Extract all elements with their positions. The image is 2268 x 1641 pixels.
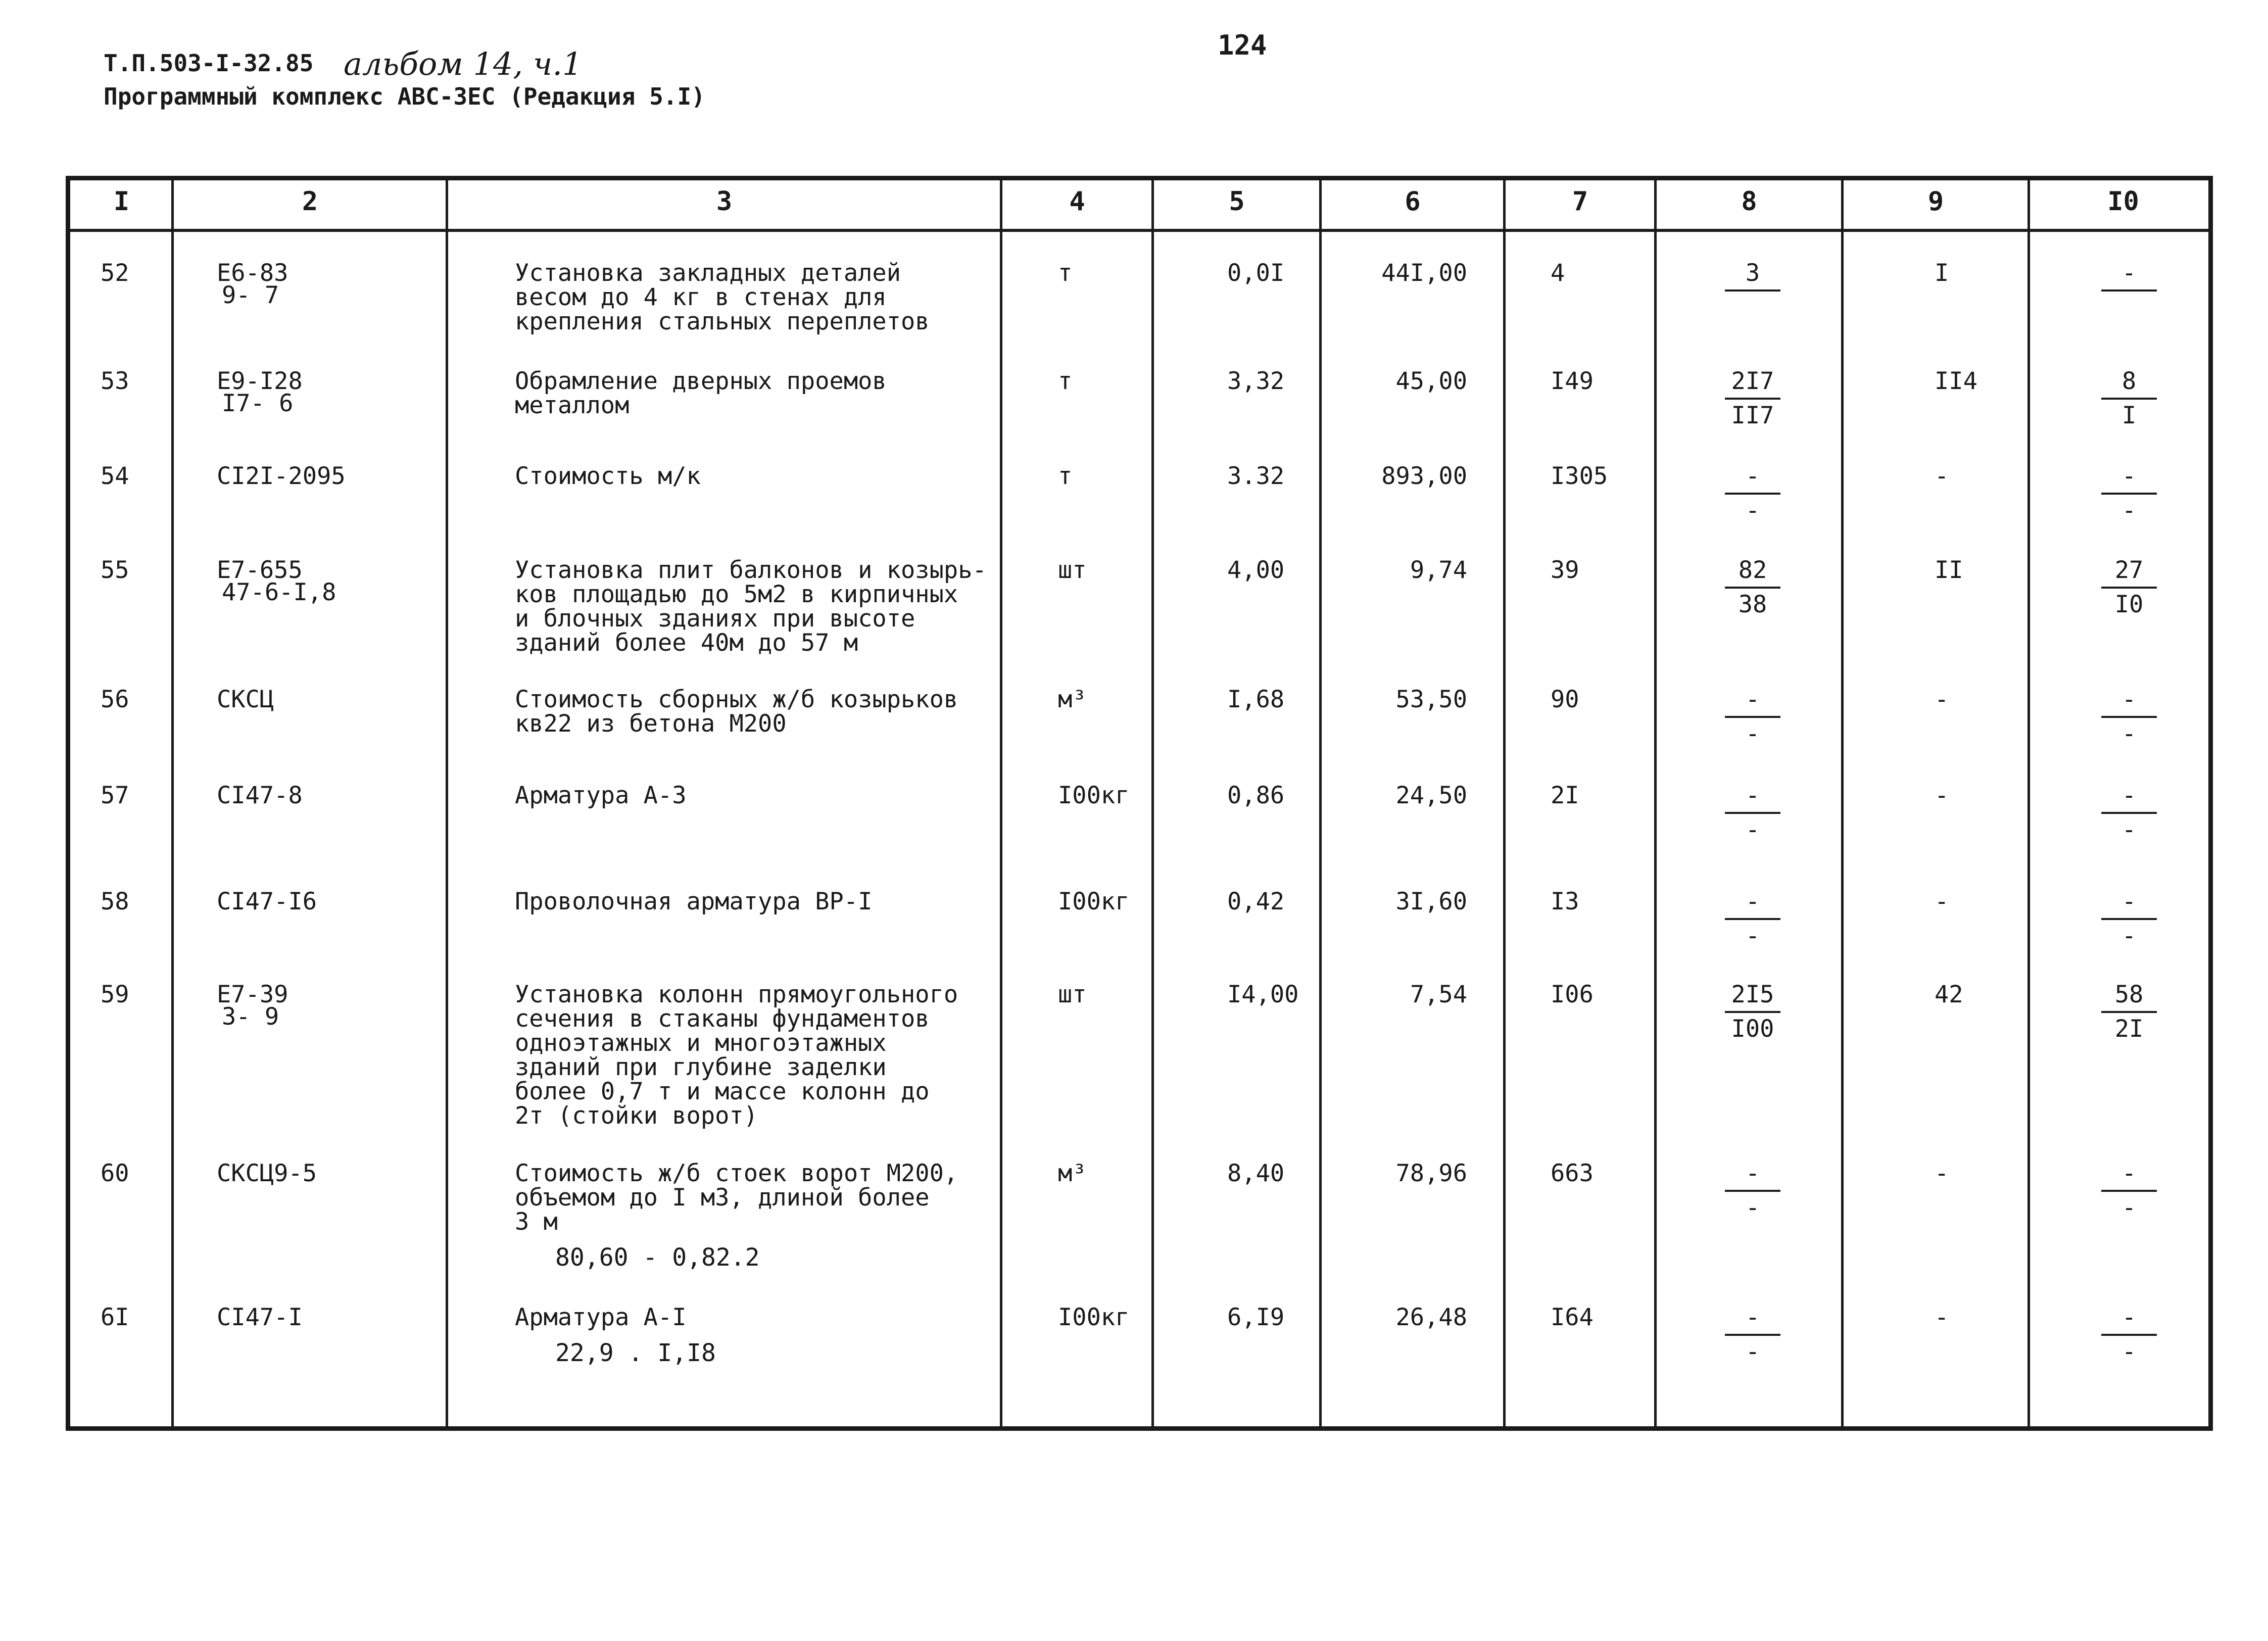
- unit: м³: [1058, 686, 1087, 713]
- unit: I00кг: [1058, 782, 1130, 809]
- column-10-fraction: [2101, 784, 2157, 842]
- column-header: I: [113, 186, 130, 217]
- column-header: 7: [1572, 186, 1588, 217]
- total-cost: I49: [1551, 367, 1594, 395]
- column-10-fraction: [2101, 890, 2157, 948]
- norm-code: Е9-I28: [217, 367, 303, 395]
- quantity: 8,40: [1227, 1160, 1285, 1187]
- work-description: Стоимость ж/б стоек ворот М200, объемом до I м3, длиной более 3 м: [515, 1160, 958, 1236]
- norm-code-sub: 47-6-I,8: [222, 578, 336, 606]
- column-8-fraction: [1725, 464, 1780, 523]
- column-8-fraction-numerator: -: [1725, 784, 1780, 814]
- quantity: 0,0I: [1227, 259, 1285, 287]
- column-header: 5: [1229, 186, 1245, 217]
- column-10-fraction-numerator: -: [2101, 261, 2157, 292]
- unit: т: [1058, 462, 1073, 490]
- quantity: I,68: [1227, 686, 1285, 713]
- row-number: 57: [101, 782, 129, 809]
- work-description: Стоимость сборных ж/б козырьков кв22 из бетона М200: [515, 686, 958, 738]
- header-divider: [70, 229, 2208, 232]
- column-10-fraction-numerator: -: [2101, 1162, 2157, 1192]
- unit-price: 24,50: [1395, 782, 1467, 809]
- document-code: Т.П.503-I-32.85: [104, 50, 314, 77]
- column-10-fraction-numerator: 27: [2101, 558, 2157, 589]
- row-number: 59: [101, 981, 129, 1008]
- column-header: 2: [302, 186, 318, 217]
- column-10-fraction-denominator: -: [2121, 922, 2137, 950]
- column-8-fraction: [1725, 890, 1780, 948]
- unit: I00кг: [1058, 1304, 1130, 1331]
- page-number: 124: [1218, 29, 1267, 61]
- work-description: Арматура А-I: [515, 1304, 687, 1331]
- column-10-fraction-numerator: -: [2101, 464, 2157, 495]
- total-cost: I06: [1551, 981, 1594, 1008]
- unit: т: [1058, 367, 1073, 395]
- work-description: Арматура А-3: [515, 782, 687, 809]
- unit-price: 3I,60: [1395, 888, 1467, 915]
- unit-price: 53,50: [1395, 686, 1467, 713]
- column-10-fraction-denominator: -: [2121, 1194, 2137, 1222]
- handwritten-album-note: альбом 14, ч.1: [344, 45, 583, 82]
- column-10-fraction-denominator: -: [2121, 1338, 2137, 1366]
- column-10-fraction: [2101, 1306, 2157, 1364]
- quantity: I4,00: [1227, 981, 1299, 1008]
- row-number: 53: [101, 367, 129, 395]
- quantity: 0,86: [1227, 782, 1285, 809]
- column-8-fraction: [1725, 688, 1780, 746]
- unit: м³: [1058, 1160, 1087, 1187]
- total-cost: 4: [1551, 259, 1565, 287]
- column-10-fraction-denominator: [2101, 292, 2157, 320]
- column-divider: [1319, 180, 1322, 1426]
- column-9-value: -: [1935, 888, 1949, 915]
- column-9-value: -: [1935, 686, 1949, 713]
- quantity: 3,32: [1227, 367, 1285, 395]
- column-9-value: I: [1935, 259, 1949, 287]
- column-10-fraction: [2101, 261, 2157, 320]
- work-description: Установка колонн прямоугольного сечения в стаканы фундаментов одноэтажных и многоэтажных зданий при глубине заделки более 0,7 т и массе колонн до 2т (стойки ворот): [515, 981, 958, 1130]
- column-8-fraction: [1725, 1306, 1780, 1364]
- column-10-fraction-denominator: -: [2121, 720, 2137, 748]
- column-8-fraction-numerator: -: [1725, 1306, 1780, 1336]
- column-9-value: II4: [1935, 367, 1977, 395]
- column-8-fraction-numerator: -: [1725, 464, 1780, 495]
- norm-code: СКСЦ: [217, 686, 274, 713]
- row-number: 58: [101, 888, 129, 915]
- norm-code-sub: 9- 7: [222, 281, 279, 309]
- column-divider: [1654, 180, 1657, 1426]
- column-10-fraction: [2101, 369, 2157, 428]
- calculation-note: 80,60 - 0,82.2: [555, 1243, 760, 1272]
- unit: т: [1058, 259, 1073, 287]
- column-divider: [1151, 180, 1154, 1426]
- quantity: 4,00: [1227, 556, 1285, 584]
- column-8-fraction: [1725, 983, 1780, 1041]
- column-8-fraction: [1725, 784, 1780, 842]
- norm-code: Е7-39: [217, 981, 288, 1008]
- estimate-table: [66, 176, 2213, 1431]
- norm-code: СI2I-2095: [217, 462, 346, 490]
- column-8-fraction-numerator: -: [1725, 1162, 1780, 1192]
- work-description: Обрамление дверных проемов металлом: [515, 367, 887, 419]
- total-cost: 2I: [1551, 782, 1579, 809]
- column-9-value: -: [1935, 1160, 1949, 1187]
- unit-price: 893,00: [1381, 462, 1467, 490]
- norm-code: СКСЦ9-5: [217, 1160, 317, 1187]
- column-header: 4: [1069, 186, 1085, 217]
- row-number: 6I: [101, 1304, 129, 1331]
- unit: шт: [1058, 981, 1087, 1008]
- column-10-fraction: [2101, 688, 2157, 746]
- row-number: 55: [101, 556, 129, 584]
- column-8-fraction-numerator: 2I5: [1725, 983, 1780, 1013]
- column-header: 3: [716, 186, 733, 217]
- column-8-fraction-denominator: -: [1745, 1194, 1760, 1222]
- column-10-fraction-denominator: I0: [2114, 591, 2144, 618]
- quantity: 0,42: [1227, 888, 1285, 915]
- column-10-fraction-denominator: I: [2121, 402, 2137, 429]
- unit: шт: [1058, 556, 1087, 584]
- column-10-fraction-numerator: 8: [2101, 369, 2157, 400]
- work-description: Установка плит балконов и козырь- ков площадью до 5м2 в кирпичных и блочных зданиях при высоте зданий более 40м до 57 м: [515, 556, 987, 657]
- column-8-fraction: [1725, 558, 1780, 617]
- column-divider: [1841, 180, 1844, 1426]
- column-8-fraction: [1725, 1162, 1780, 1220]
- column-8-fraction-numerator: -: [1725, 890, 1780, 920]
- unit-price: 7,54: [1410, 981, 1467, 1008]
- row-number: 60: [101, 1160, 129, 1187]
- column-8-fraction-denominator: -: [1745, 497, 1760, 524]
- column-8-fraction-numerator: -: [1725, 688, 1780, 718]
- column-10-fraction-numerator: -: [2101, 890, 2157, 920]
- unit-price: 9,74: [1410, 556, 1467, 584]
- column-8-fraction-denominator: II7: [1731, 402, 1774, 429]
- column-divider: [446, 180, 448, 1426]
- column-9-value: -: [1935, 1304, 1949, 1331]
- column-10-fraction-numerator: 58: [2101, 983, 2157, 1013]
- column-10-fraction-numerator: -: [2101, 688, 2157, 718]
- column-10-fraction: [2101, 558, 2157, 617]
- unit-price: 44I,00: [1381, 259, 1467, 287]
- total-cost: I64: [1551, 1304, 1594, 1331]
- column-10-fraction: [2101, 464, 2157, 523]
- column-8-fraction: [1725, 261, 1780, 320]
- column-divider: [2028, 180, 2030, 1426]
- norm-code: Е7-655: [217, 556, 303, 584]
- quantity: 6,I9: [1227, 1304, 1285, 1331]
- column-8-fraction-denominator: -: [1745, 816, 1760, 844]
- work-description: Проволочная арматура ВР-I: [515, 888, 873, 915]
- norm-code: Е6-83: [217, 259, 288, 287]
- column-header: 8: [1741, 186, 1757, 217]
- column-8-fraction-numerator: 82: [1725, 558, 1780, 589]
- column-10-fraction-denominator: -: [2121, 497, 2137, 524]
- quantity: 3.32: [1227, 462, 1285, 490]
- column-8-fraction-numerator: 2I7: [1725, 369, 1780, 400]
- column-8-fraction-denominator: -: [1745, 720, 1760, 748]
- norm-code: СI47-8: [217, 782, 303, 809]
- total-cost: 663: [1551, 1160, 1594, 1187]
- column-header: I0: [2107, 186, 2139, 217]
- column-header: 6: [1405, 186, 1421, 217]
- unit-price: 45,00: [1395, 367, 1467, 395]
- column-8-fraction-denominator: [1725, 292, 1780, 320]
- column-10-fraction: [2101, 983, 2157, 1041]
- total-cost: I305: [1551, 462, 1608, 490]
- column-9-value: -: [1935, 462, 1949, 490]
- norm-code-sub: 3- 9: [222, 1003, 279, 1031]
- unit: I00кг: [1058, 888, 1130, 915]
- total-cost: I3: [1551, 888, 1579, 915]
- norm-code: СI47-I: [217, 1304, 303, 1331]
- work-description: Стоимость м/к: [515, 462, 701, 490]
- column-10-fraction-denominator: -: [2121, 816, 2137, 844]
- column-8-fraction-denominator: I00: [1731, 1015, 1774, 1043]
- column-9-value: II: [1935, 556, 1963, 584]
- column-divider: [1000, 180, 1002, 1426]
- column-10-fraction-numerator: -: [2101, 1306, 2157, 1336]
- column-9-value: 42: [1935, 981, 1963, 1008]
- unit-price: 78,96: [1395, 1160, 1467, 1187]
- column-8-fraction-numerator: 3: [1725, 261, 1780, 292]
- column-8-fraction: [1725, 369, 1780, 428]
- unit-price: 26,48: [1395, 1304, 1467, 1331]
- norm-code: СI47-I6: [217, 888, 317, 915]
- column-9-value: -: [1935, 782, 1949, 809]
- column-divider: [171, 180, 174, 1426]
- column-8-fraction-denominator: 38: [1738, 591, 1767, 618]
- program-title: Программный комплекс АВС-ЗЕС (Редакция 5.I): [104, 83, 705, 110]
- total-cost: 90: [1551, 686, 1579, 713]
- row-number: 54: [101, 462, 129, 490]
- column-10-fraction: [2101, 1162, 2157, 1220]
- column-divider: [1503, 180, 1506, 1426]
- column-10-fraction-numerator: -: [2101, 784, 2157, 814]
- row-number: 52: [101, 259, 129, 287]
- column-10-fraction-denominator: 2I: [2114, 1015, 2144, 1043]
- work-description: Установка закладных деталей весом до 4 кг в стенах для крепления стальных переплетов: [515, 259, 930, 335]
- column-header: 9: [1927, 186, 1944, 217]
- total-cost: 39: [1551, 556, 1579, 584]
- calculation-note: 22,9 . I,I8: [555, 1339, 716, 1367]
- norm-code-sub: I7- 6: [222, 390, 294, 417]
- column-8-fraction-denominator: -: [1745, 1338, 1760, 1366]
- column-8-fraction-denominator: -: [1745, 922, 1760, 950]
- row-number: 56: [101, 686, 129, 713]
